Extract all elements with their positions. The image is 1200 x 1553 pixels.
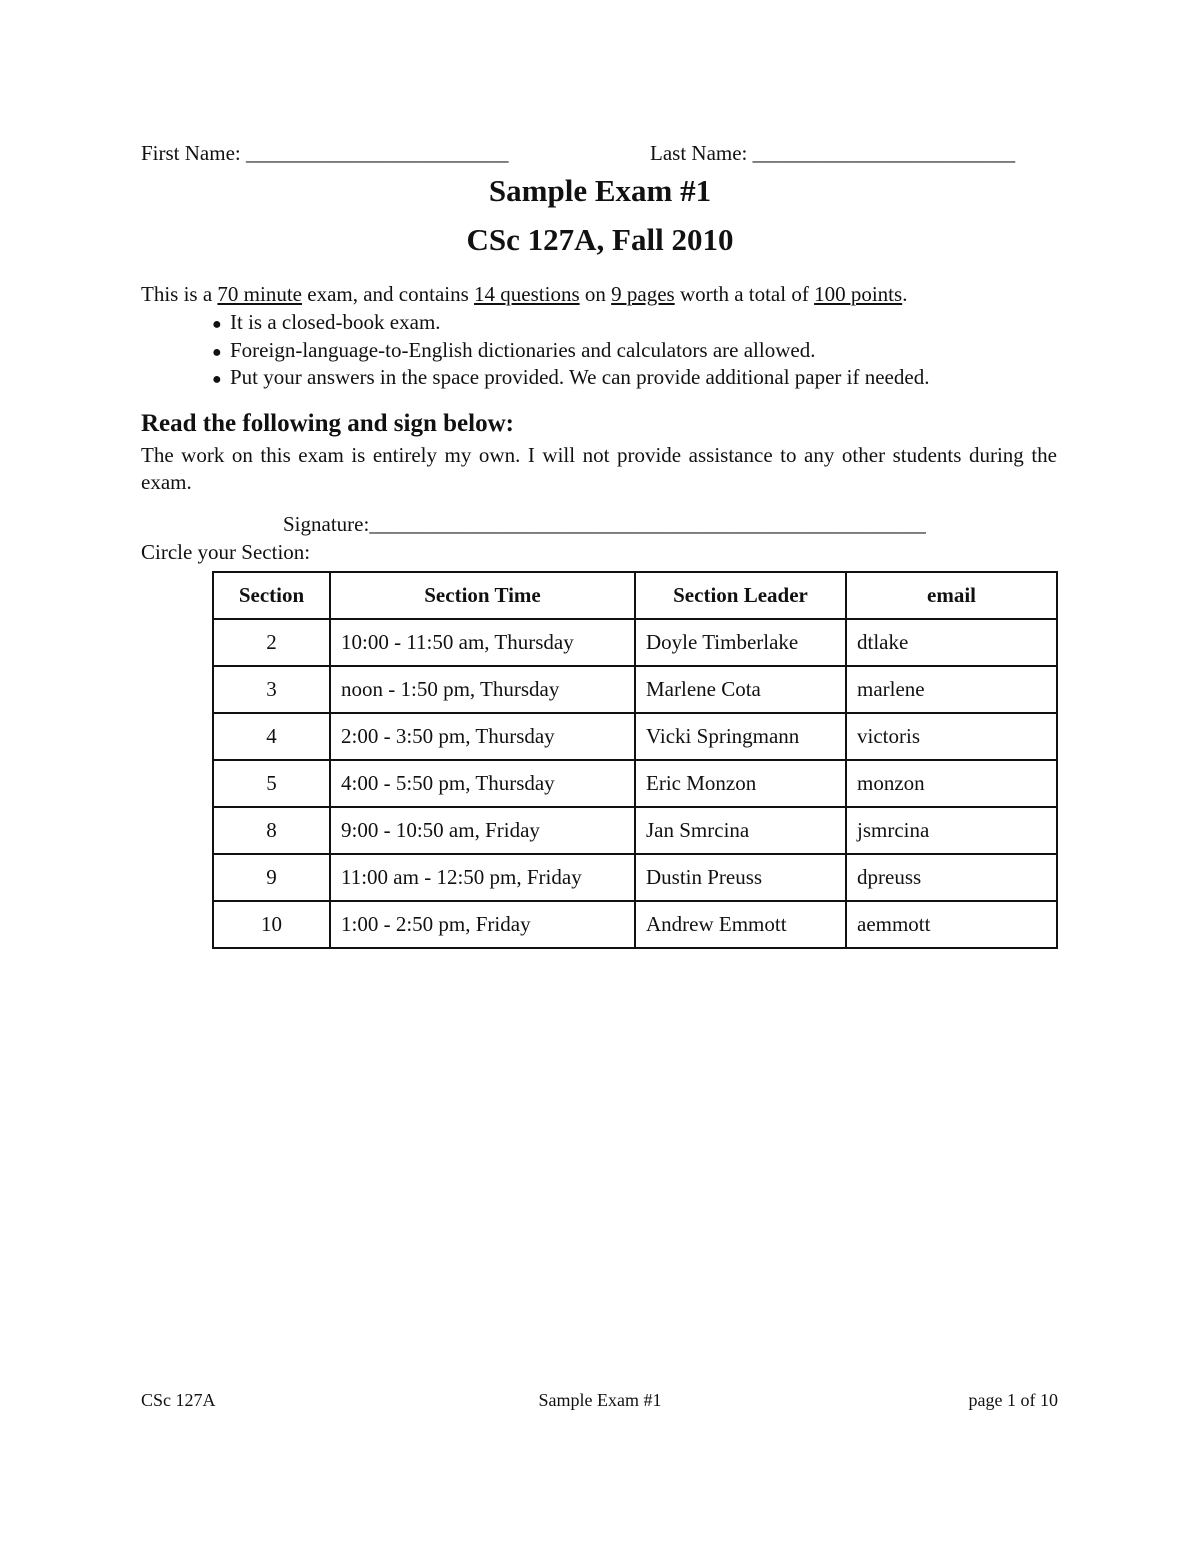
section-number: 9 [213,854,330,901]
exam-title: Sample Exam #1 [488,173,712,208]
section-time: 2:00 - 3:50 pm, Thursday [330,713,635,760]
last-name-label: Last Name: [650,141,753,165]
section-time: 9:00 - 10:50 am, Friday [330,807,635,854]
intro-middle-3: worth a total of [674,282,815,306]
table-row [213,854,1057,901]
column-header-section: Section [213,572,330,619]
bullet-icon: ● [212,316,222,333]
intro-pages: 9 pages [611,282,675,306]
section-leader: Doyle Timberlake [635,619,846,666]
last-name-line [650,141,1015,166]
first-name-blank: _________________________ [246,141,509,165]
section-email: monzon [846,760,1057,807]
section-number: 3 [213,666,330,713]
table-row [213,713,1057,760]
footer-page-number: page 1 of 10 [968,1390,1058,1410]
section-email: dpreuss [846,854,1057,901]
bullet-icon: ● [212,343,222,361]
intro-middle-1: exam, and contains [302,282,475,306]
section-leader: Andrew Emmott [635,901,846,948]
column-header-email: email [846,572,1057,619]
table-row [213,901,1057,948]
section-leader: Jan Smrcina [635,807,846,854]
section-leader: Dustin Preuss [635,854,846,901]
rule-text: It is a closed-book exam. [230,310,441,334]
intro-points: 100 points [814,282,903,306]
section-time: 4:00 - 5:50 pm, Thursday [330,760,635,807]
signature-blank: _____________________________________________________ [369,512,926,536]
section-leader: Eric Monzon [635,760,846,807]
section-leader: Vicki Springmann [635,713,846,760]
section-number: 8 [213,807,330,854]
list-item [212,309,929,337]
table-row [213,666,1057,713]
section-table [212,571,1058,949]
intro-prefix: This is a [141,282,218,306]
first-name-line [141,141,509,166]
honor-statement: The work on this exam is entirely my own. I will not provide assistance to any other students during the exam. [141,443,1057,494]
intro-middle-2: on [579,282,612,306]
exam-rules-list [212,309,929,392]
signature-line [283,512,926,537]
intro-questions: 14 questions [474,282,580,306]
section-number: 10 [213,901,330,948]
section-email: marlene [846,666,1057,713]
rule-text: Foreign-language-to-English dictionaries and calculators are allowed. [230,337,816,362]
section-number: 2 [213,619,330,666]
course-title: CSc 127A, Fall 2010 [466,222,734,257]
table-row [213,807,1057,854]
signature-label: Signature: [283,512,370,536]
last-name-blank: _________________________ [752,141,1016,165]
section-email: jsmrcina [846,807,1057,854]
table-row [213,760,1057,807]
list-item [212,364,929,392]
section-leader: Marlene Cota [635,666,846,713]
list-item [212,337,929,365]
section-number: 4 [213,713,330,760]
exam-intro [141,282,907,307]
table-row [213,619,1057,666]
section-email: dtlake [846,619,1057,666]
column-header-leader: Section Leader [635,572,846,619]
column-header-time: Section Time [330,572,635,619]
section-email: victoris [846,713,1057,760]
footer-course: CSc 127A [141,1390,216,1410]
bullet-icon: ● [212,371,222,388]
circle-section-label: Circle your Section: [141,540,311,564]
section-time: noon - 1:50 pm, Thursday [330,666,635,713]
intro-duration: 70 minute [217,282,302,306]
section-email: aemmott [846,901,1057,948]
honor-heading: Read the following and sign below: [141,410,514,437]
table-header-row [213,572,1057,619]
section-time: 11:00 am - 12:50 pm, Friday [330,854,635,901]
section-number: 5 [213,760,330,807]
first-name-label: First Name: [141,141,246,165]
rule-text: Put your answers in the space provided. We can provide additional paper if needed. [230,365,930,389]
section-time: 10:00 - 11:50 am, Thursday [330,619,635,666]
section-time: 1:00 - 2:50 pm, Friday [330,901,635,948]
footer-exam-title: Sample Exam #1 [538,1390,662,1410]
intro-suffix: . [902,282,908,306]
